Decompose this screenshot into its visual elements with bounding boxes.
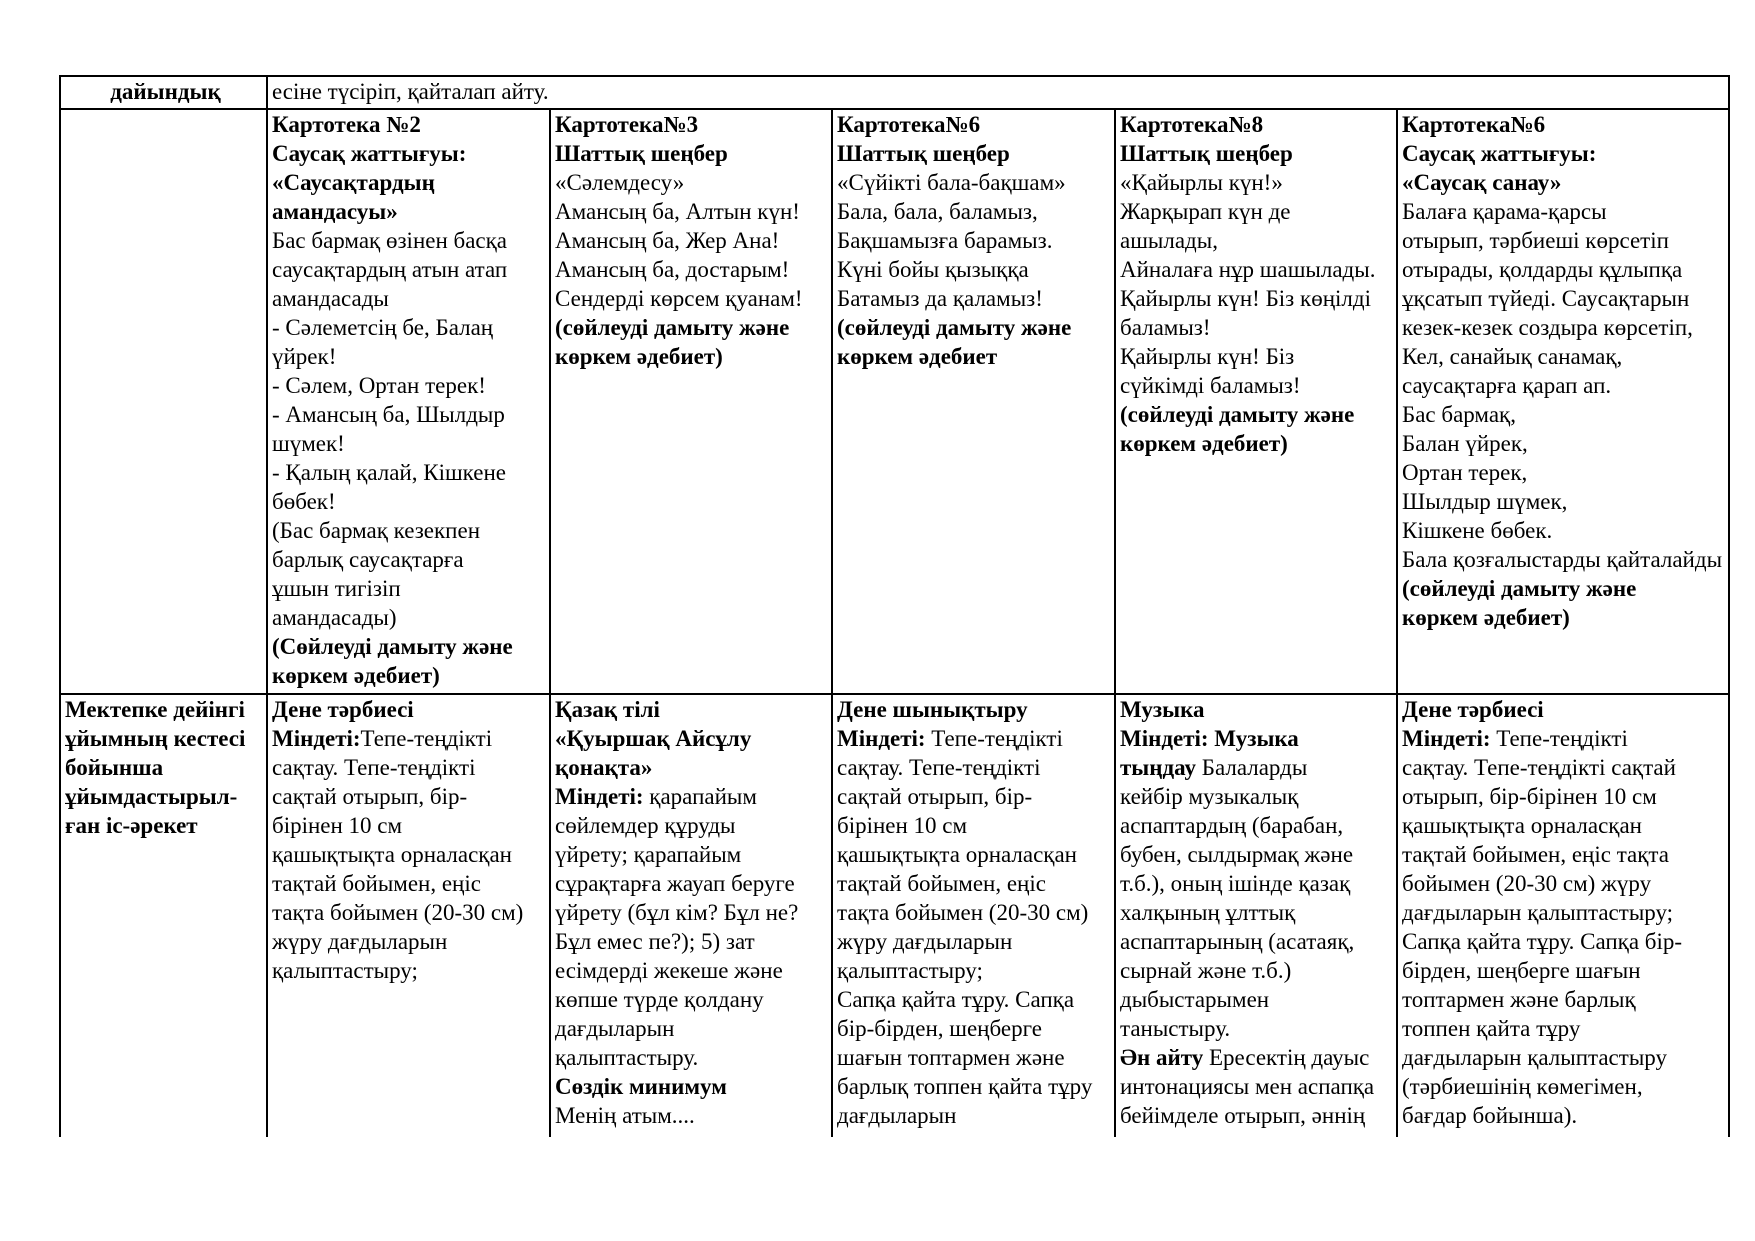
text-line: Қайырлы күн! Біз [1120, 344, 1295, 369]
text-line: - Амансың ба, Шылдыр [272, 402, 505, 427]
text-line: Шылдыр шүмек, [1402, 489, 1568, 514]
text-line: көркем әдебиет) [1402, 605, 1570, 630]
text-line: Бақшамызға барамыз. [837, 228, 1053, 253]
text-line [1402, 1014, 1728, 1043]
text-line [1402, 840, 1728, 869]
text-line [272, 782, 549, 811]
text-run: бірінен 10 см [272, 813, 403, 838]
text-line [1120, 840, 1396, 869]
text-run: Міндеті: Музыка [1120, 726, 1299, 751]
text-line: Амансың ба, Жер Ана! [555, 228, 780, 253]
table-row [60, 109, 1729, 694]
text-run: сақтай отырып, бір- [837, 784, 1033, 809]
text-line [837, 1072, 1114, 1101]
text-line [555, 782, 831, 811]
text-line [1402, 811, 1728, 840]
text-line: Балаға қарама-қарсы [1402, 199, 1607, 224]
text-line: «Саусақтардың [272, 170, 435, 195]
text-line: «Саусақ санау» [1402, 170, 1562, 195]
empty-label-cell [60, 109, 267, 694]
text-line: Саусақ жаттығуы: [272, 141, 467, 166]
text-run: қашықтықта орналасқан [837, 842, 1077, 867]
text-run: Тепе-теңдікті [1490, 726, 1628, 751]
text-line [1402, 1043, 1728, 1072]
text-run: сұрақтарға жауап беруге [555, 871, 795, 896]
text-line [555, 695, 831, 724]
text-run: қалыптастыру; [837, 958, 983, 983]
text-line [1402, 753, 1728, 782]
text-run: үйрету (бұл кім? Бұл не? [555, 900, 799, 925]
text-line [555, 985, 831, 1014]
text-line: - Сәлеметсің бе, Балаң [272, 315, 494, 340]
text-line: Батамыз да қаламыз! [837, 286, 1043, 311]
text-line [272, 840, 549, 869]
text-line [1120, 1014, 1396, 1043]
text-run: (тәрбиешінің көмегімен, [1402, 1074, 1643, 1099]
text-run: аспаптарының (асатаяқ, [1120, 929, 1355, 954]
text-run: таныстыру. [1120, 1016, 1231, 1041]
text-run: Тепе-теңдікті [360, 726, 493, 751]
text-run: бойымен (20-30 см) жүру [1402, 871, 1652, 896]
text-run: бубен, сылдырмақ және [1120, 842, 1354, 867]
text-line: «Сәлемдесу» [555, 170, 685, 195]
text-run: «Қуыршақ Айсұлу [555, 726, 752, 751]
text-line: (сөйлеуді дамыту және [837, 315, 1072, 340]
text-line [837, 1101, 1114, 1130]
text-line [1120, 1072, 1396, 1101]
text-line [555, 927, 831, 956]
text-line: Картотека №2 [272, 112, 421, 137]
text-line [555, 869, 831, 898]
text-line: саусақтарға қарап ап. [1402, 373, 1612, 398]
continued-text: есіне түсіріп, қайталап айту. [267, 76, 1729, 109]
text-line [1120, 695, 1396, 724]
text-line [555, 753, 831, 782]
text-line: (сөйлеуді дамыту және [555, 315, 790, 340]
text-run: Балаларды [1195, 755, 1308, 780]
activity-cell [550, 694, 832, 1137]
text-line: - Сәлем, Ортан терек! [272, 373, 486, 398]
text-line: сүйкімді баламыз! [1120, 373, 1301, 398]
text-line [837, 1014, 1114, 1043]
text-line: Бас бармақ, [1402, 402, 1516, 427]
text-run: тақтай бойымен, еңіс [837, 871, 1046, 896]
text-line [555, 724, 831, 753]
text-line [272, 869, 549, 898]
text-run: дыбыстарымен [1120, 987, 1270, 1012]
text-line [272, 724, 549, 753]
text-run: сақтай отырып, бір- [272, 784, 468, 809]
text-line: отырады, қолдарды құлыпқа [1402, 257, 1683, 282]
text-line [1402, 695, 1728, 724]
text-line: кезек-кезек создыра көрсетіп, [1402, 315, 1693, 340]
text-run: топпен қайта тұру [1402, 1016, 1581, 1041]
text-run: дағдыларын [555, 1016, 675, 1041]
text-line: Картотека№6 [837, 112, 981, 137]
text-run: сақтау. Тепе-теңдікті [837, 755, 1041, 780]
text-line [1120, 724, 1396, 753]
text-line [1120, 985, 1396, 1014]
text-run: Міндеті: [837, 726, 926, 751]
text-run: тақта бойымен (20-30 см) [837, 900, 1089, 925]
text-line: ашылады, [1120, 228, 1218, 253]
label-line: ған іс-әрекет [65, 813, 198, 838]
text-line: шүмек! [272, 431, 345, 456]
text-run: қалыптастыру; [272, 958, 418, 983]
text-line [1120, 811, 1396, 840]
text-line: Бала қозғалыстарды қайталайды [1402, 547, 1723, 572]
text-line [1402, 1072, 1728, 1101]
text-run: Дене тәрбиесі [272, 697, 414, 722]
text-run: отырып, бір-бірінен 10 см [1402, 784, 1657, 809]
text-run: Ересектің дауыс [1203, 1045, 1370, 1070]
text-run: үйрету; қарапайым [555, 842, 742, 867]
text-line [555, 956, 831, 985]
text-line: (сөйлеуді дамыту және [1120, 402, 1355, 427]
text-line [1402, 956, 1728, 985]
text-line: амандасуы» [272, 199, 398, 224]
activity-cell [832, 694, 1115, 1137]
text-line [1120, 869, 1396, 898]
text-run: сақтау. Тепе-теңдікті [272, 755, 476, 780]
text-line [555, 1043, 831, 1072]
text-run: бейімделе отырып, әннің [1120, 1103, 1366, 1128]
text-run: Міндеті: [272, 726, 361, 751]
text-run: кейбір музыкалық [1120, 784, 1299, 809]
label-line: Мектепке дейінгі [65, 697, 245, 722]
text-line: Бас бармақ өзінен басқа [272, 228, 508, 253]
text-run: қашықтықта орналасқан [272, 842, 512, 867]
text-line: саусақтардың атын атап [272, 257, 508, 282]
table-row [60, 76, 1729, 109]
text-line: - Қалың қалай, Кішкене [272, 460, 506, 485]
text-run: Дене тәрбиесі [1402, 697, 1544, 722]
text-line [1402, 869, 1728, 898]
text-run: Бұл емес пе?); 5) зат [555, 929, 755, 954]
text-line: (Бас бармақ кезекпен [272, 518, 481, 543]
text-run: дағдыларын қалыптастыру; [1402, 900, 1674, 925]
text-line [272, 898, 549, 927]
text-line: көркем әдебиет) [1120, 431, 1288, 456]
text-line: Шаттық шеңбер [555, 141, 728, 166]
text-run: Сапқа қайта тұру. Сапқа бір- [1402, 929, 1683, 954]
card-cell [832, 109, 1115, 694]
text-line [555, 898, 831, 927]
text-run: жүру дағдыларын [837, 929, 1013, 954]
text-run: Дене шынықтыру [837, 697, 1028, 722]
label-line: ұйымның кестесі [65, 726, 246, 751]
text-line [837, 869, 1114, 898]
text-line [837, 840, 1114, 869]
text-line: Кел, санайық санамақ, [1402, 344, 1623, 369]
text-line: Сендерді көрсем қуанам! [555, 286, 803, 311]
text-run: Сөздік минимум [555, 1074, 727, 1099]
text-line [837, 811, 1114, 840]
text-line [555, 1072, 831, 1101]
text-line [837, 782, 1114, 811]
text-line [1120, 782, 1396, 811]
text-line: көркем әдебиет) [272, 663, 440, 688]
text-run: Сапқа қайта тұру. Сапқа [837, 987, 1075, 1012]
text-line [1120, 1101, 1396, 1130]
text-run: дағдыларын [837, 1103, 957, 1128]
text-line [555, 1014, 831, 1043]
text-run: Ән айту [1120, 1045, 1204, 1070]
text-line [837, 985, 1114, 1014]
text-line: көркем әдебиет) [555, 344, 723, 369]
text-line [272, 811, 549, 840]
text-run: Музыка [1120, 697, 1205, 722]
text-run: бірден, шеңберге шағын [1402, 958, 1641, 983]
text-line: үйрек! [272, 344, 337, 369]
text-line [837, 956, 1114, 985]
card-cell [1397, 109, 1729, 694]
text-line [1402, 724, 1728, 753]
text-line [1120, 898, 1396, 927]
text-line: барлық саусақтарға [272, 547, 464, 572]
text-line: амандасады) [272, 605, 397, 630]
text-run: бір-бірден, шеңберге [837, 1016, 1042, 1041]
text-run: сөйлемдер құруды [555, 813, 736, 838]
text-run: бағдар бойынша). [1402, 1103, 1578, 1128]
text-line: Картотека№3 [555, 112, 699, 137]
label-line: бойынша [65, 755, 164, 780]
activity-cell [1115, 694, 1397, 1137]
text-run: тақтай бойымен, еңіс [272, 871, 481, 896]
text-line: Картотека№8 [1120, 112, 1264, 137]
text-run: Қазақ тілі [555, 697, 660, 722]
text-line [1402, 1101, 1728, 1130]
text-line: Кішкене бөбек. [1402, 518, 1553, 543]
text-line: отырып, тәрбиеші көрсетіп [1402, 228, 1669, 253]
text-run: қалыптастыру. [555, 1045, 699, 1070]
text-line [837, 1043, 1114, 1072]
text-line [555, 811, 831, 840]
text-line [272, 695, 549, 724]
text-line: (Сөйлеуді дамыту және [272, 634, 513, 659]
text-run: қонақта» [555, 755, 653, 780]
text-line: (сөйлеуді дамыту және [1402, 576, 1637, 601]
text-run: Міндеті: [555, 784, 644, 809]
text-line: Балан үйрек, [1402, 431, 1528, 456]
text-line: ұқсатып түйеді. Саусақтарын [1402, 286, 1690, 311]
text-run: сақтау. Тепе-теңдікті сақтай [1402, 755, 1676, 780]
text-line [1120, 753, 1396, 782]
text-line [837, 695, 1114, 724]
text-line: Шаттық шеңбер [1120, 141, 1293, 166]
text-line [555, 840, 831, 869]
text-line: көркем әдебиет [837, 344, 998, 369]
text-run: бірінен 10 см [837, 813, 968, 838]
text-line [1120, 1043, 1396, 1072]
text-line: амандасады [272, 286, 389, 311]
text-line: «Сүйікті бала-бақшам» [837, 170, 1066, 195]
text-line [272, 956, 549, 985]
text-run: көпше түрде қолдану [555, 987, 764, 1012]
text-run: тақта бойымен (20-30 см) [272, 900, 524, 925]
text-run: есімдерді жекеше және [555, 958, 783, 983]
text-run: халқының ұлттық [1120, 900, 1296, 925]
text-run: қашықтықта орналасқан [1402, 813, 1642, 838]
row-label: дайындық [60, 76, 267, 109]
text-line [555, 1101, 831, 1130]
text-line: «Қайырлы күн!» [1120, 170, 1283, 195]
activity-cell [1397, 694, 1729, 1137]
text-line: ұшын тигізіп [272, 576, 401, 601]
text-run: Міндеті: [1402, 726, 1491, 751]
text-run: шағын топтармен және [837, 1045, 1065, 1070]
text-run: Тепе-теңдікті [925, 726, 1063, 751]
text-line: Шаттық шеңбер [837, 141, 1010, 166]
text-line [837, 898, 1114, 927]
text-run: дағдыларын қалыптастыру [1402, 1045, 1667, 1070]
text-line: Күні бойы қызыққа [837, 257, 1029, 282]
text-line: Жарқырап күн де [1120, 199, 1291, 224]
text-line [1402, 985, 1728, 1014]
text-line: Амансың ба, достарым! [555, 257, 790, 282]
text-run: т.б.), оның ішінде қазақ [1120, 871, 1351, 896]
text-line: Айналаға нұр шашылады. [1120, 257, 1376, 282]
activity-cell [267, 694, 550, 1137]
table-row [60, 694, 1729, 1137]
card-cell [550, 109, 832, 694]
text-line: баламыз! [1120, 315, 1211, 340]
text-line: Картотека№6 [1402, 112, 1546, 137]
plan-table [59, 75, 1730, 1137]
text-line [1402, 898, 1728, 927]
text-line [1120, 956, 1396, 985]
text-line [1120, 927, 1396, 956]
card-cell [1115, 109, 1397, 694]
text-run: жүру дағдыларын [272, 929, 448, 954]
text-line: бөбек! [272, 489, 336, 514]
text-line [1402, 927, 1728, 956]
card-cell [267, 109, 550, 694]
text-run: сырнай және т.б.) [1120, 958, 1292, 983]
text-line [272, 753, 549, 782]
text-run: топтармен және барлық [1402, 987, 1636, 1012]
label-line: ұйымдастырыл- [65, 784, 238, 809]
text-line: Саусақ жаттығуы: [1402, 141, 1597, 166]
text-line [837, 753, 1114, 782]
text-run: аспаптардың (барабан, [1120, 813, 1344, 838]
text-line [272, 927, 549, 956]
text-line [837, 724, 1114, 753]
text-line: Бала, бала, баламыз, [837, 199, 1038, 224]
text-line: Амансың ба, Алтын күн! [555, 199, 800, 224]
text-run: Менің атым.... [555, 1103, 695, 1128]
text-line: Қайырлы күн! Біз көңілді [1120, 286, 1371, 311]
text-line: Ортан терек, [1402, 460, 1528, 485]
text-run: қарапайым [643, 784, 757, 809]
text-line [837, 927, 1114, 956]
text-run: барлық топпен қайта тұру [837, 1074, 1093, 1099]
text-run: тақтай бойымен, еңіс тақта [1402, 842, 1669, 867]
text-run: тыңдау [1120, 755, 1196, 780]
text-line [1402, 782, 1728, 811]
activity-label [60, 694, 267, 1137]
text-run: интонациясы мен аспапқа [1120, 1074, 1375, 1099]
